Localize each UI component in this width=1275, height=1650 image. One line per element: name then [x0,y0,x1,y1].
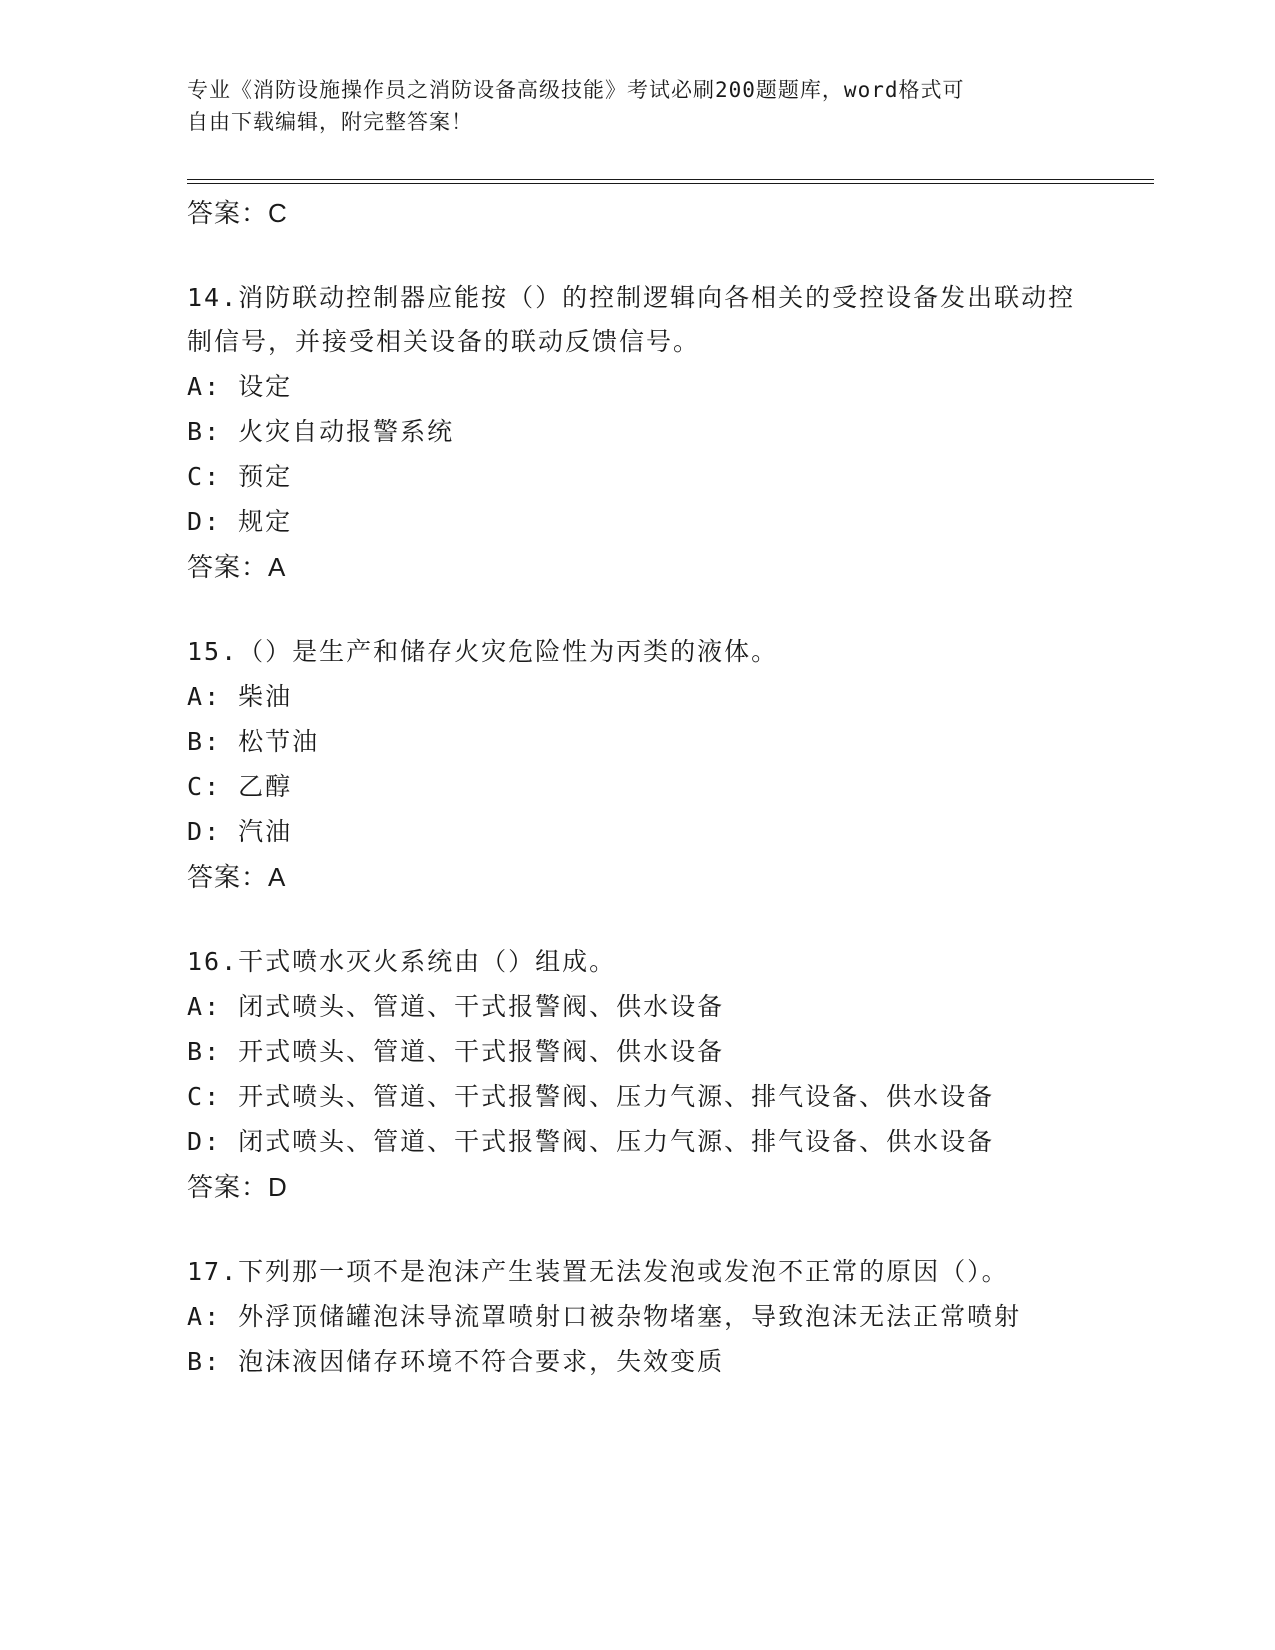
option-key: B [187,417,205,446]
answer-prefix: 答案： [187,552,269,582]
answer-line [187,1164,1087,1210]
option-separator: : [204,1082,222,1111]
option-a [187,984,1087,1029]
header-divider-bottom [187,183,1154,184]
header-line-1: 专业《消防设施操作员之消防设备高级技能》考试必刷200题题库，word格式可 [187,78,965,102]
option-key: D [187,1127,205,1156]
header-divider-top [187,179,1154,180]
option-key: A [187,992,205,1021]
question-text: 15.（）是生产和储存火灾危险性为丙类的液体。 [187,637,779,666]
option-text: 火灾自动报警系统 [238,417,455,446]
option-text: 外浮顶储罐泡沫导流罩喷射口被杂物堵塞，导致泡沫无法正常喷射 [238,1302,1022,1331]
option-separator: : [204,417,222,446]
option-key: A [187,372,205,401]
option-separator: : [204,462,222,491]
option-text: 柴油 [238,682,293,711]
option-text: 闭式喷头、管道、干式报警阀、供水设备 [238,992,725,1021]
option-text: 泡沫液因储存环境不符合要求，失效变质 [238,1347,725,1376]
option-text: 开式喷头、管道、干式报警阀、压力气源、排气设备、供水设备 [238,1082,995,1111]
option-separator: : [204,507,222,536]
option-separator: : [204,772,222,801]
option-key: B [187,1347,205,1376]
option-text: 预定 [238,462,293,491]
option-a [187,1294,1087,1339]
option-key: A [187,682,205,711]
option-separator: : [204,682,222,711]
question-text: 17.下列那一项不是泡沫产生装置无法发泡或发泡不正常的原因（）。 [187,1257,1009,1286]
option-d [187,499,1087,544]
option-d [187,809,1087,854]
option-b [187,1029,1087,1074]
option-key: D [187,817,205,846]
answer-value: A [268,862,287,892]
option-text: 乙醇 [238,772,293,801]
question-16 [187,940,1087,1210]
option-separator: : [204,372,222,401]
option-b [187,409,1087,454]
answer-prefix: 答案： [187,198,269,228]
option-b [187,719,1087,764]
option-a [187,364,1087,409]
option-separator: : [204,1302,222,1331]
answer-value: D [268,1172,288,1202]
option-separator: : [204,1037,222,1066]
option-text: 汽油 [238,817,293,846]
question-text: 16.干式喷水灭火系统由（）组成。 [187,947,617,976]
option-c [187,454,1087,499]
option-key: C [187,772,205,801]
option-key: D [187,507,205,536]
option-key: C [187,462,205,491]
question-17 [187,1250,1087,1384]
question-text: 14.消防联动控制器应能按（）的控制逻辑向各相关的受控设备发出联动控制信号，并接受相关设备的联动反馈信号。 [187,283,1076,356]
question-14 [187,276,1087,590]
option-c [187,1074,1087,1119]
option-text: 设定 [238,372,293,401]
option-key: C [187,1082,205,1111]
question-list [187,190,1087,1384]
option-d [187,1119,1087,1164]
page-header [187,74,1067,138]
option-a [187,674,1087,719]
option-text: 闭式喷头、管道、干式报警阀、压力气源、排气设备、供水设备 [238,1127,995,1156]
answer-prefix: 答案： [187,862,269,892]
option-separator: : [204,1347,222,1376]
option-key: A [187,1302,205,1331]
header-line-2: 自由下载编辑，附完整答案！ [187,110,473,134]
option-b [187,1339,1087,1384]
answer-line [187,544,1087,590]
option-separator: : [204,1127,222,1156]
option-key: B [187,727,205,756]
answer-value: C [268,198,288,228]
answer-value: A [268,552,287,582]
option-separator: : [204,817,222,846]
option-text: 松节油 [238,727,320,756]
answer-prefix: 答案： [187,1172,269,1202]
previous-answer [187,190,1087,236]
option-text: 规定 [238,507,293,536]
option-c [187,764,1087,809]
option-text: 开式喷头、管道、干式报警阀、供水设备 [238,1037,725,1066]
answer-line [187,854,1087,900]
option-key: B [187,1037,205,1066]
option-separator: : [204,727,222,756]
option-separator: : [204,992,222,1021]
question-15 [187,630,1087,900]
